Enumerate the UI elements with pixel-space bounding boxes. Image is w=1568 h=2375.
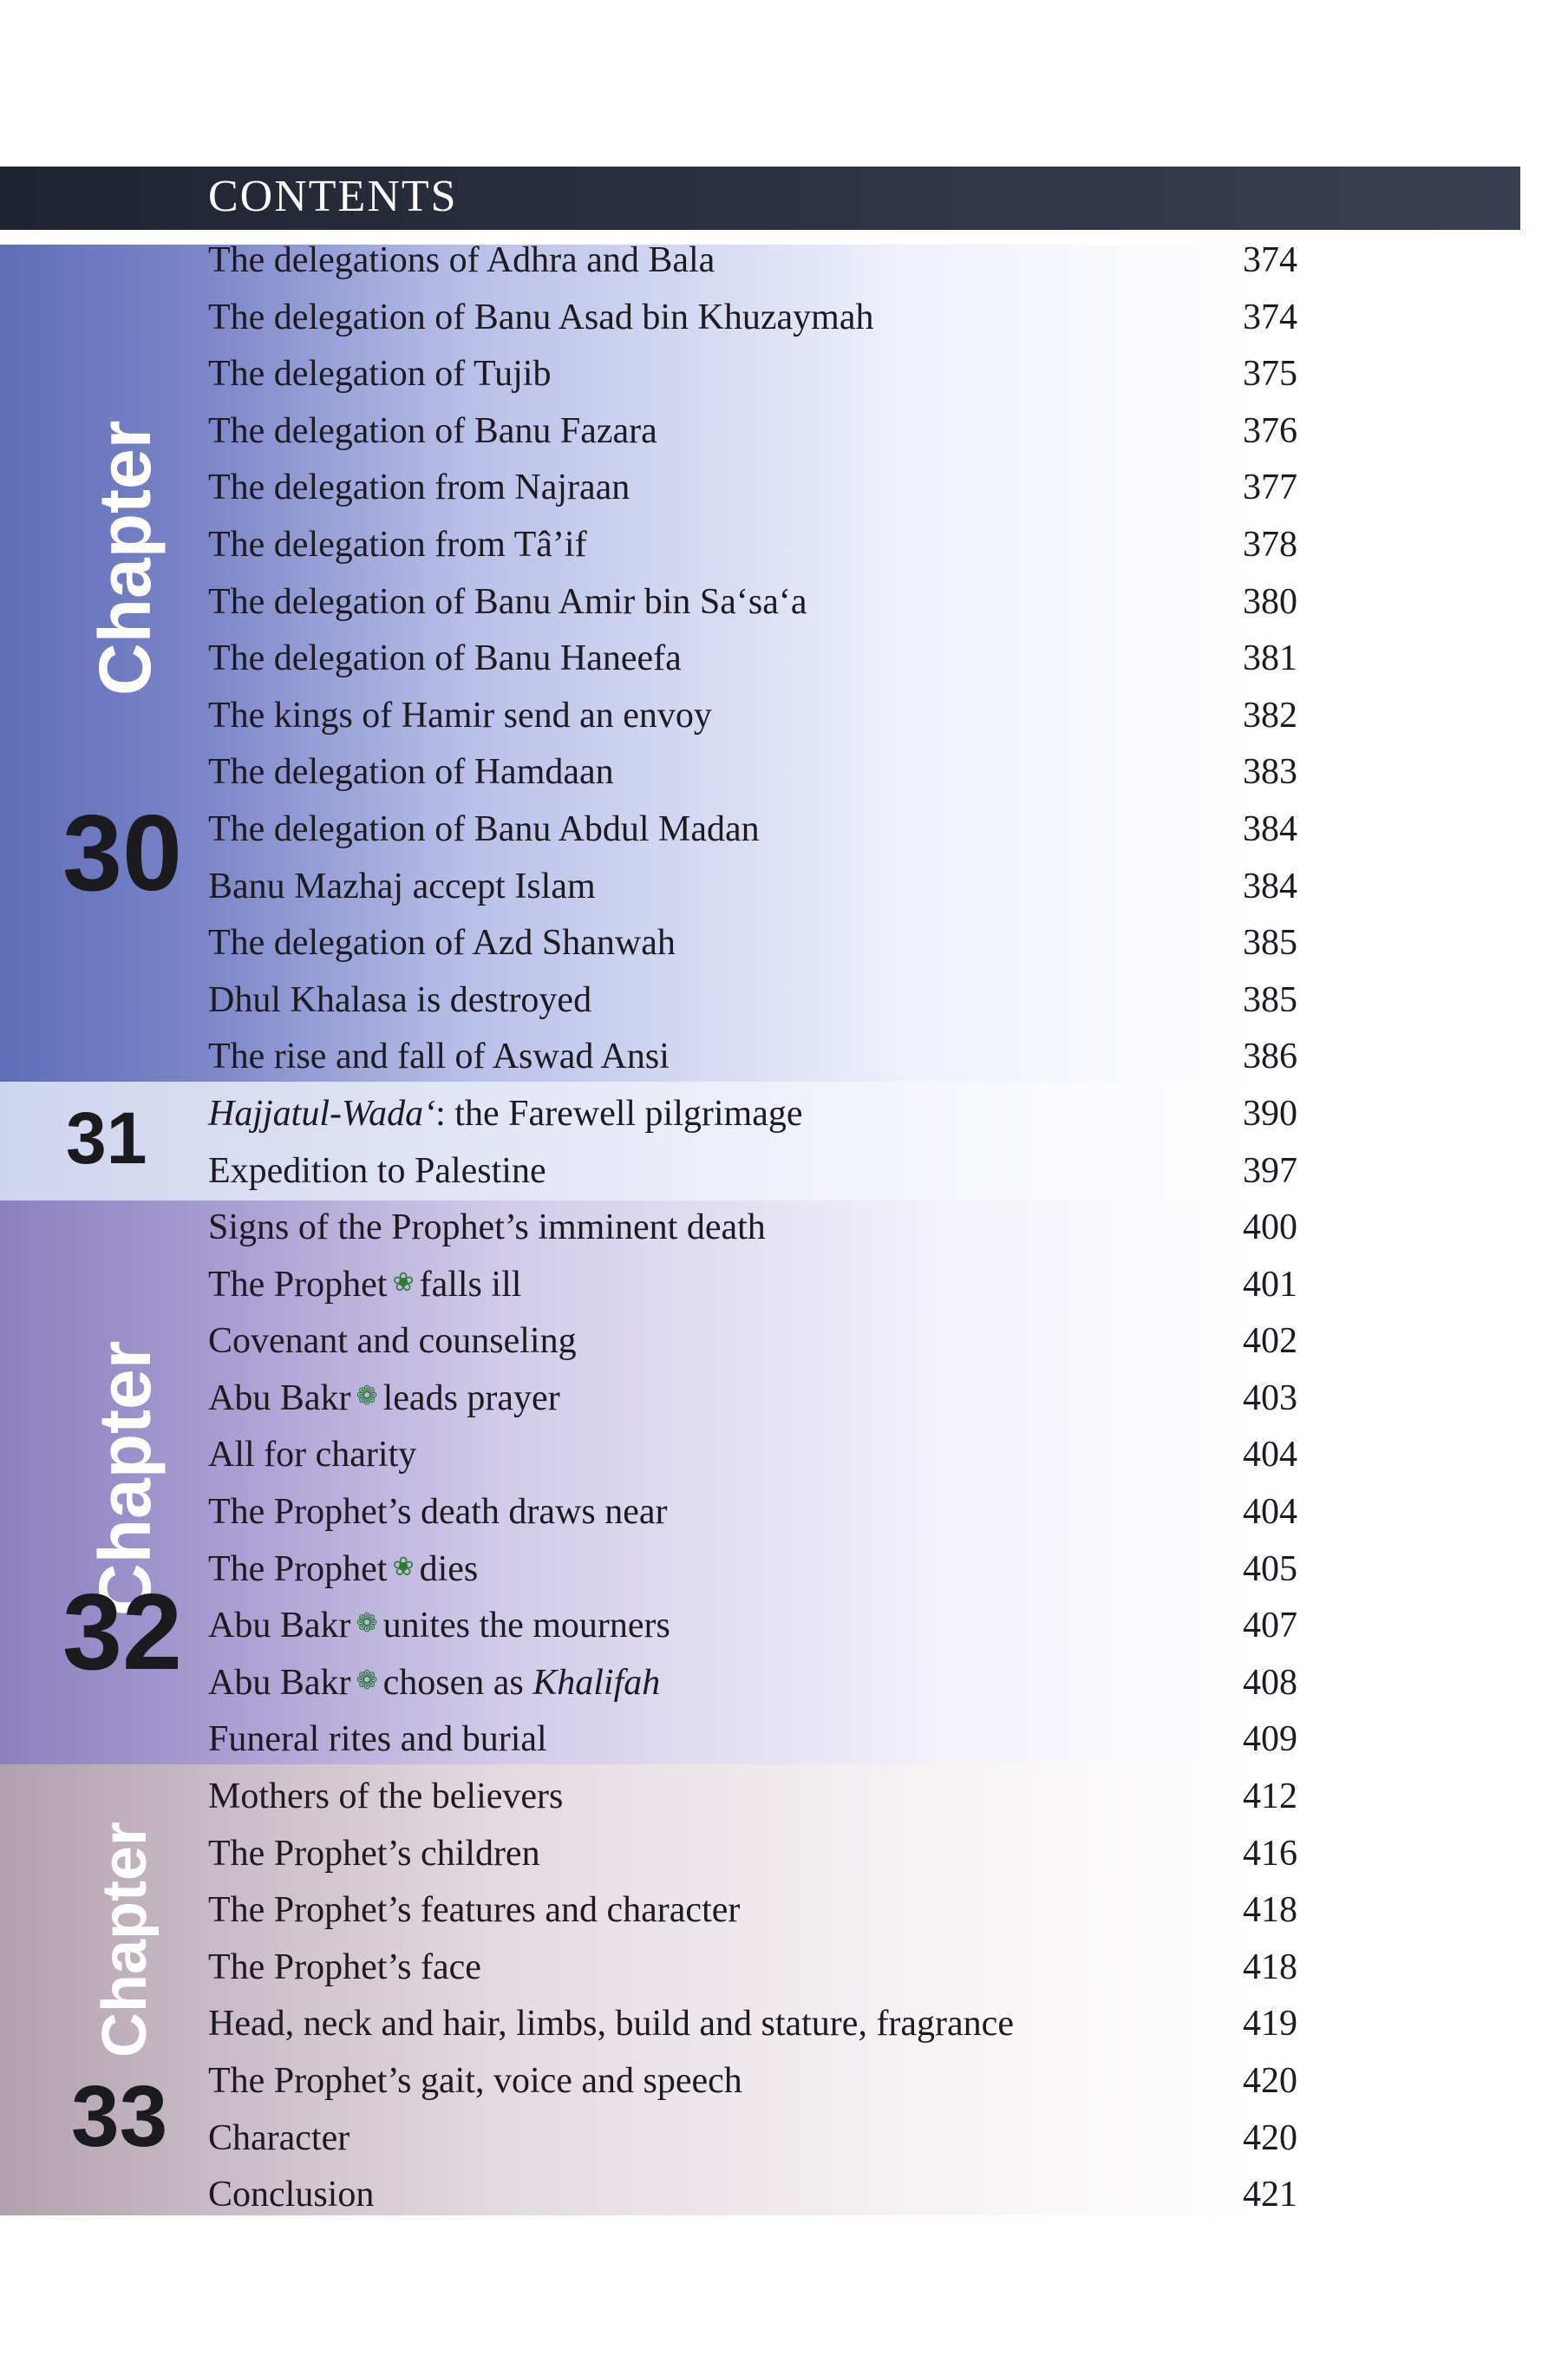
- toc-page-number: 380: [1243, 581, 1297, 622]
- honorific-icon: ❁: [356, 1381, 378, 1410]
- toc-entry-title: Abu Bakr: [208, 1606, 351, 1646]
- toc-page-number: 418: [1243, 1946, 1297, 1987]
- toc-entry-title-italic: Khalifah: [532, 1662, 661, 1703]
- toc-entry-title: The delegation of Tujib: [208, 354, 552, 395]
- toc-page-number: 412: [1243, 1776, 1297, 1817]
- toc-page-number: 384: [1243, 866, 1297, 906]
- toc-entry-title: Abu Bakr: [208, 1662, 351, 1703]
- toc-entry[interactable]: [208, 972, 1297, 1030]
- toc-entry[interactable]: [208, 1086, 1297, 1143]
- toc-entry-title: The Prophet’s features and character: [208, 1890, 741, 1931]
- toc-entry-title: The rise and fall of Aswad Ansi: [208, 1037, 670, 1077]
- toc-entry[interactable]: [208, 1313, 1297, 1371]
- toc-entry[interactable]: [208, 517, 1297, 574]
- toc-page-number: 377: [1243, 468, 1297, 508]
- toc-page-number: 420: [1243, 2117, 1297, 2158]
- toc-page-number: 382: [1243, 695, 1297, 736]
- toc-entry-title: Conclusion: [208, 2175, 375, 2215]
- toc-entry[interactable]: [208, 1257, 1297, 1314]
- toc-entry-title: The Prophet: [208, 1264, 388, 1305]
- toc-page-number: 374: [1243, 297, 1297, 337]
- toc-page-number: 405: [1243, 1548, 1297, 1589]
- toc-entry[interactable]: [208, 1769, 1297, 1826]
- toc-entry[interactable]: [208, 801, 1297, 859]
- toc-page-number: 374: [1243, 240, 1297, 280]
- toc-entry-title: The delegation of Banu Amir bin Sa‘sa‘a: [208, 581, 807, 622]
- toc-page-number: 403: [1243, 1377, 1297, 1418]
- toc-page-number: 375: [1243, 354, 1297, 395]
- chapter-32-number: 32: [62, 1573, 182, 1692]
- toc-entry[interactable]: [208, 744, 1297, 801]
- toc-page-number: 397: [1243, 1150, 1297, 1191]
- toc-entry-title: The delegation of Banu Fazara: [208, 410, 657, 451]
- toc-entry-title: The delegation of Hamdaan: [208, 752, 614, 793]
- toc-page-number: 418: [1243, 1890, 1297, 1931]
- toc-entry-title: unites the mourners: [382, 1606, 670, 1646]
- toc-page-number: 376: [1243, 410, 1297, 451]
- toc-entry[interactable]: [208, 290, 1297, 347]
- toc-entry-title: Character: [208, 2117, 350, 2158]
- toc-entry[interactable]: [208, 460, 1297, 517]
- toc-entry[interactable]: [208, 1371, 1297, 1428]
- toc-page-number: 408: [1243, 1662, 1297, 1703]
- honorific-icon: ❁: [356, 1665, 378, 1695]
- toc-entry[interactable]: [208, 232, 1297, 290]
- toc-page-number: 386: [1243, 1037, 1297, 1077]
- honorific-icon: ❀: [392, 1267, 415, 1297]
- honorific-icon: ❀: [392, 1552, 415, 1581]
- toc-entry[interactable]: [208, 859, 1297, 916]
- toc-page-number: 407: [1243, 1606, 1297, 1646]
- toc-entry[interactable]: [208, 2167, 1297, 2224]
- toc-entry-title: Head, neck and hair, limbs, build and stature, fragrance: [208, 2004, 1014, 2045]
- toc-entry[interactable]: [208, 1996, 1297, 2053]
- toc-page-number: 419: [1243, 2004, 1297, 2045]
- toc-entry-title: Expedition to Palestine: [208, 1150, 546, 1191]
- toc-entry[interactable]: [208, 1711, 1297, 1769]
- toc-entry[interactable]: [208, 2110, 1297, 2168]
- toc-entry[interactable]: [208, 1541, 1297, 1599]
- toc-entry-title: falls ill: [419, 1264, 522, 1305]
- page-title: CONTENTS: [208, 172, 458, 221]
- toc-entry[interactable]: [208, 346, 1297, 403]
- toc-entry-title: Banu Mazhaj accept Islam: [208, 866, 596, 906]
- toc-page-number: 400: [1243, 1207, 1297, 1248]
- toc-entry[interactable]: [208, 1143, 1297, 1201]
- chapter-30-label: Chapter: [84, 420, 166, 696]
- toc-entry-title: Signs of the Prophet’s imminent death: [208, 1207, 766, 1248]
- toc-page-number: 383: [1243, 752, 1297, 793]
- toc-page-number: 401: [1243, 1264, 1297, 1305]
- toc-page-number: 378: [1243, 524, 1297, 565]
- toc-entry[interactable]: [208, 403, 1297, 461]
- toc-entry-title: The Prophet’s death draws near: [208, 1492, 668, 1533]
- chapter-33-label: Chapter: [90, 1821, 160, 2058]
- toc-entry-title: leads prayer: [382, 1377, 560, 1418]
- toc-entry-title: Dhul Khalasa is destroyed: [208, 979, 592, 1020]
- toc-entry[interactable]: [208, 1826, 1297, 1883]
- toc-entry-title: The Prophet: [208, 1548, 388, 1589]
- chapter-32-label: Chapter: [84, 1340, 166, 1616]
- toc-entry-title: The delegations of Adhra and Bala: [208, 240, 715, 280]
- toc-page-number: 416: [1243, 1833, 1297, 1874]
- toc-page-number: 385: [1243, 923, 1297, 964]
- toc-entry[interactable]: [208, 1598, 1297, 1655]
- toc-page-number: 404: [1243, 1435, 1297, 1475]
- toc-entry-title: The delegation from Najraan: [208, 468, 630, 508]
- toc-entry[interactable]: [208, 631, 1297, 688]
- toc-entry-title: The delegation of Banu Asad bin Khuzaymah: [208, 297, 874, 337]
- toc-page-number: 404: [1243, 1492, 1297, 1533]
- toc-page-number: 421: [1243, 2175, 1297, 2215]
- chapter-33-number: 33: [71, 2068, 168, 2165]
- toc-entry-title: The delegation of Azd Shanwah: [208, 923, 676, 964]
- toc-page-number: 390: [1243, 1093, 1297, 1134]
- toc-entry-title: dies: [419, 1548, 479, 1589]
- toc-entry[interactable]: [208, 1940, 1297, 1997]
- toc-page-number: 409: [1243, 1719, 1297, 1760]
- toc-entry-title: The delegation of Banu Haneefa: [208, 638, 682, 679]
- toc-entry-title: The delegation from Tâ’if: [208, 524, 587, 565]
- toc-entry-title: chosen as: [382, 1662, 524, 1703]
- chapter-31-number: 31: [66, 1097, 147, 1179]
- toc-page-number: 384: [1243, 808, 1297, 849]
- toc-entry-title: Abu Bakr: [208, 1377, 351, 1418]
- toc-entry[interactable]: [208, 915, 1297, 972]
- toc-entry-title: The Prophet’s children: [208, 1833, 540, 1874]
- toc-entry[interactable]: [208, 1427, 1297, 1484]
- toc-entry[interactable]: [208, 1882, 1297, 1940]
- toc-entry-title: Covenant and counseling: [208, 1321, 577, 1362]
- toc-entry-title: The delegation of Banu Abdul Madan: [208, 808, 760, 849]
- chapter-30-number: 30: [62, 794, 182, 913]
- toc-entry[interactable]: [208, 1484, 1297, 1541]
- toc-entry[interactable]: [208, 1655, 1297, 1712]
- toc-list: [208, 232, 1297, 2224]
- honorific-icon: ❁: [356, 1609, 378, 1639]
- toc-page-number: 381: [1243, 638, 1297, 679]
- toc-entry-title: The Prophet’s gait, voice and speech: [208, 2061, 742, 2101]
- toc-entry-title: The kings of Hamir send an envoy: [208, 695, 712, 736]
- toc-entry-title: All for charity: [208, 1435, 417, 1475]
- toc-page-number: 420: [1243, 2061, 1297, 2101]
- toc-entry[interactable]: [208, 1029, 1297, 1086]
- toc-entry-title: Funeral rites and burial: [208, 1719, 547, 1760]
- toc-entry-title: Mothers of the believers: [208, 1776, 564, 1817]
- toc-entry-title: : the Farewell pilgrimage: [435, 1093, 803, 1134]
- toc-entry[interactable]: [208, 1200, 1297, 1257]
- toc-entry[interactable]: [208, 574, 1297, 631]
- toc-entry-title: The Prophet’s face: [208, 1946, 481, 1987]
- toc-entry[interactable]: [208, 688, 1297, 745]
- toc-entry[interactable]: [208, 2053, 1297, 2110]
- toc-page-number: 402: [1243, 1321, 1297, 1362]
- toc-entry-title-italic: Hajjatul-Wada‘: [208, 1093, 436, 1134]
- toc-page-number: 385: [1243, 979, 1297, 1020]
